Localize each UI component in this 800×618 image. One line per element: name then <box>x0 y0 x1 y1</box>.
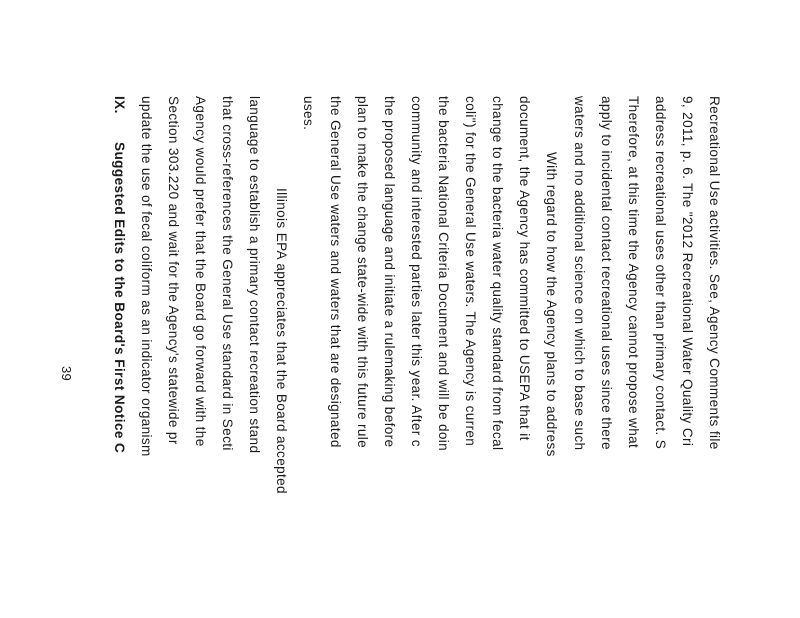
paragraph-1-line: waters and no additional science on which to base such <box>572 96 587 451</box>
paragraph-1-line: Therefore, at this time the Agency cannot propose what <box>626 96 641 449</box>
section-heading <box>112 96 127 453</box>
section-heading-title: Suggested Edits to the Board's First Notice C <box>112 142 127 454</box>
paragraph-3-line: Section 303.220 and wait for the Agency's statewide pr <box>166 96 181 445</box>
paragraph-3-line: update the use of fecal coliform as an indicator organism <box>139 96 154 457</box>
paragraph-2-line: change to the bacteria water quality standard from fecal <box>490 96 505 451</box>
paragraph-1-line: address recreational uses other than primary contact. S <box>653 96 668 450</box>
paragraph-1-line: 9, 2011, p. 6. The "2012 Recreational Water Quality Cri <box>680 96 695 447</box>
paragraph-1-line: Recreational Use activities. See, Agency Comments file <box>707 96 722 450</box>
paragraph-2-line: document, the Agency has committed to USEPA that it <box>517 96 532 441</box>
paragraph-2-line: coli") for the General Use waters. The Agency is curren <box>463 96 478 447</box>
paragraph-3-line: language to establish a primary contact recreation stand <box>247 96 262 454</box>
paragraph-2-line: the bacteria National Criteria Document and will be doin <box>436 96 451 452</box>
paragraph-3-line: Illinois EPA appreciates that the Board accepted <box>274 188 289 494</box>
paragraph-2-line: uses. <box>301 96 316 131</box>
paragraph-2-line: community and interested parties later this year. After c <box>409 96 424 447</box>
paragraph-2-line: plan to make the change state-wide with this future rule <box>355 96 370 449</box>
paragraph-3-line: Agency would prefer that the Board go forward with the <box>193 96 208 447</box>
rotated-page-content <box>59 96 722 618</box>
paragraph-1-line: apply to incidental contact recreational uses since there <box>599 96 614 450</box>
section-heading-number: IX. <box>112 96 127 114</box>
paragraph-3-line: that cross-references the General Use standard in Secti <box>220 96 235 451</box>
paragraph-2-line: the General Use waters and waters that are designated <box>328 96 343 448</box>
page-number: 39 <box>59 366 74 382</box>
paragraph-2-line: With regard to how the Agency plans to address <box>544 152 559 457</box>
paragraph-2-line: the proposed language and initiate a rulemaking before <box>382 96 397 448</box>
